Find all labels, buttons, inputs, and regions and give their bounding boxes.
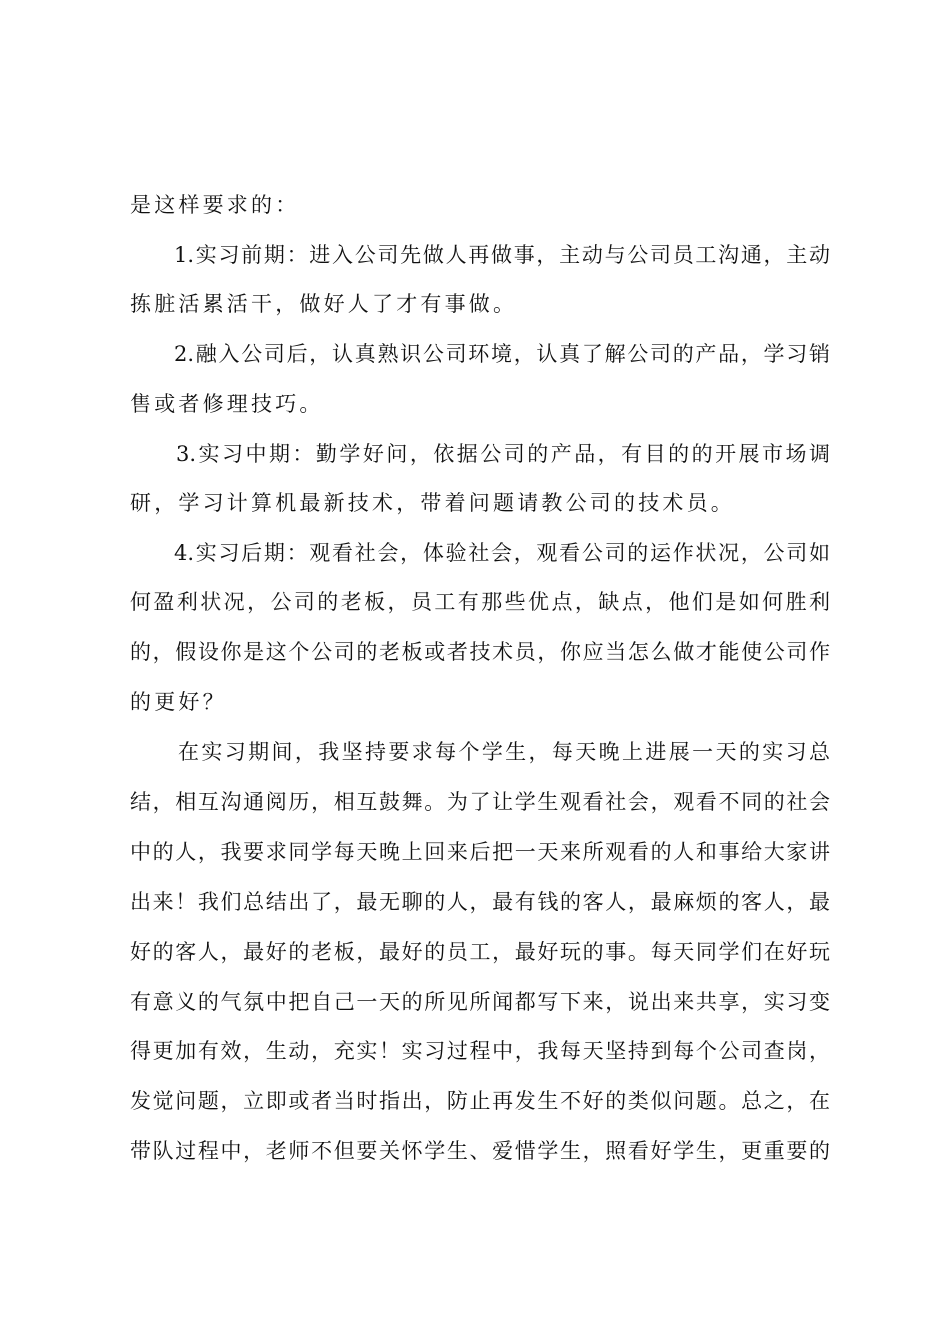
list-item-4-line-3: 的，假设你是这个公司的老板或者技术员，你应当怎么做才能使公司作 xyxy=(130,640,830,664)
list-item-2-line-2: 售或者修理技巧。 xyxy=(130,392,324,416)
list-item-2-line-1: 2.融入公司后，认真熟识公司环境，认真了解公司的产品，学习销 xyxy=(174,342,830,366)
paragraph-line: 带队过程中，老师不但要关怀学生、爱惜学生，照看好学生，更重要的 xyxy=(130,1139,830,1163)
list-item-1-line-1: 1.实习前期：进入公司先做人再做事，主动与公司员工沟通，主动 xyxy=(174,243,830,267)
text-line: 是这样要求的： xyxy=(130,193,300,217)
paragraph-line: 中的人，我要求同学每天晚上回来后把一天来所观看的人和事给大家讲 xyxy=(130,840,830,864)
paragraph-line: 结，相互沟通阅历，相互鼓舞。为了让学生观看社会，观看不同的社会 xyxy=(130,790,830,814)
paragraph-line: 好的客人，最好的老板，最好的员工，最好玩的事。每天同学们在好玩 xyxy=(130,940,830,964)
list-item-4-line-1: 4.实习后期：观看社会，体验社会，观看公司的运作状况，公司如 xyxy=(174,541,830,565)
paragraph-line: 出来！我们总结出了，最无聊的人，最有钱的客人，最麻烦的客人，最 xyxy=(130,890,830,914)
list-item-3-line-2: 研，学习计算机最新技术，带着问题请教公司的技术员。 xyxy=(130,491,735,515)
list-item-4-line-4: 的更好？ xyxy=(130,690,227,714)
list-item-4-line-2: 何盈利状况，公司的老板，员工有那些优点，缺点，他们是如何胜利 xyxy=(130,590,830,614)
paragraph-line: 在实习期间，我坚持要求每个学生，每天晚上进展一天的实习总 xyxy=(178,740,830,764)
paragraph-line: 得更加有效，生动，充实！实习过程中，我每天坚持到每个公司查岗， xyxy=(130,1039,830,1063)
paragraph-line: 有意义的气氛中把自己一天的所见所闻都写下来，说出来共享，实习变 xyxy=(130,990,830,1014)
list-item-1-line-2: 拣脏活累活干，做好人了才有事做。 xyxy=(130,292,518,316)
list-item-3-line-1: 3.实习中期：勤学好问，依据公司的产品，有目的的开展市场调 xyxy=(176,442,830,466)
paragraph-line: 发觉问题，立即或者当时指出，防止再发生不好的类似问题。总之，在 xyxy=(130,1089,830,1113)
